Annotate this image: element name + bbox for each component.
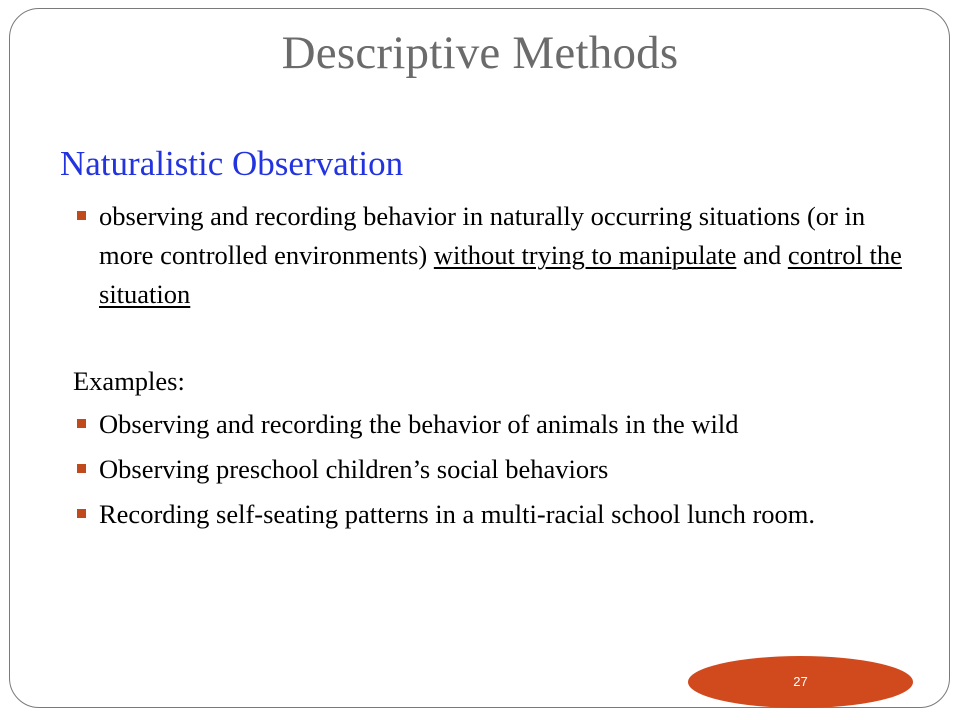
definition-underline-1: without trying to manipulate [433,240,737,270]
examples-list [73,405,903,534]
example-item [73,405,903,444]
example-text: Observing and recording the behavior of animals in the wild [99,409,739,439]
square-bullet-icon [77,464,86,473]
square-bullet-icon [77,419,86,428]
slide-title: Descriptive Methods [281,27,679,79]
example-item [73,450,903,489]
square-bullet-icon [77,211,86,220]
definition-bullet [73,197,903,314]
example-item [73,495,903,534]
example-text: Observing preschool children’s social behaviors [99,454,609,484]
square-bullet-icon [77,509,86,518]
definition-block [73,197,903,314]
examples-label: Examples: [73,366,185,396]
slide-subtitle: Naturalistic Observation [60,144,404,183]
slide-frame [9,8,950,708]
example-text: Recording self-seating patterns in a multi-racial school lunch room. [99,499,816,529]
definition-text: observing and recording behavior in naturally occurring situations (or in more controlled environments) [99,201,866,270]
definition-underline-2: control the situation [99,240,902,309]
definition-text-2: and [736,240,788,270]
page-number-badge: 27 [688,656,913,708]
